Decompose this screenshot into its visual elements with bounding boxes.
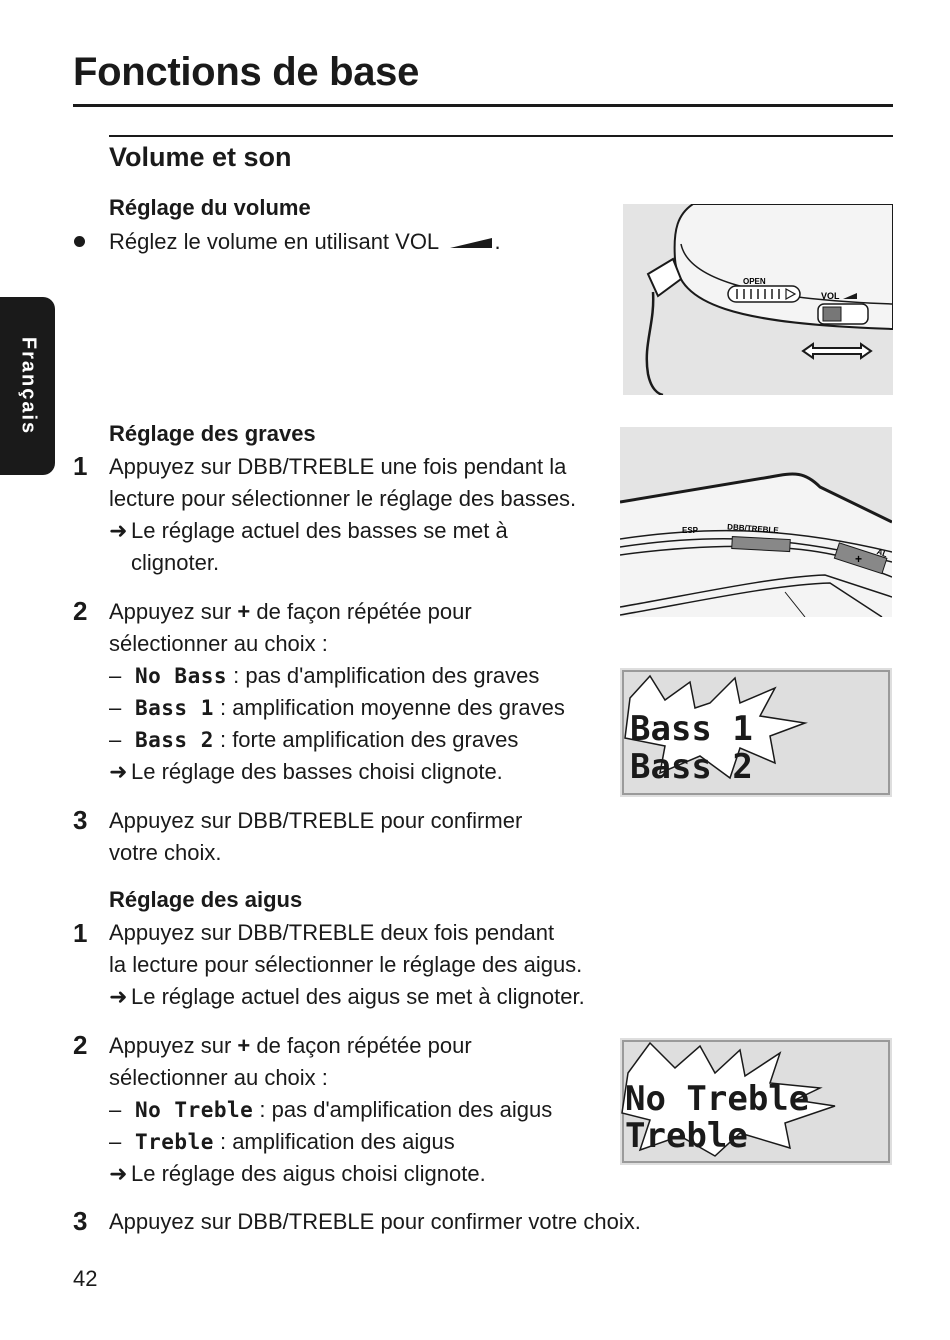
volume-instruction-text: Réglez le volume en utilisant VOL (109, 229, 439, 254)
dash: – (109, 1097, 122, 1122)
section-title: Volume et son (109, 142, 292, 172)
lcd-line1: Bass 1 (630, 709, 753, 749)
bass-step1-result: Le réglage actuel des basses se met à (131, 518, 508, 543)
volume-heading: Réglage du volume (109, 195, 311, 220)
treble-step3-line1: Appuyez sur DBB/TREBLE pour confirmer votre choix. (109, 1209, 641, 1234)
bass-step1-result-cont: clignoter. (131, 550, 220, 575)
open-label: OPEN (743, 277, 766, 286)
bass-step1-text (109, 451, 576, 579)
treble-step2-line2: sélectionner au choix : (109, 1065, 328, 1090)
treble-step1-line1: Appuyez sur DBB/TREBLE deux fois pendant (109, 920, 555, 945)
bass-step1-number: 1 (73, 451, 88, 481)
option-desc: : amplification moyenne des graves (213, 695, 565, 720)
dash: – (109, 727, 122, 752)
bass-step3-line1: Appuyez sur DBB/TREBLE pour confirmer (109, 808, 523, 833)
bass-step1-line1: Appuyez sur DBB/TREBLE une fois pendant la (109, 454, 567, 479)
dbb-button-figure (620, 427, 892, 617)
vol-label: VOL (821, 291, 840, 301)
bass-step3-line2: votre choix. (109, 840, 222, 865)
option-desc: : pas d'amplification des graves (227, 663, 540, 688)
option-desc: : amplification des aigus (213, 1129, 455, 1154)
volume-instruction (109, 226, 501, 258)
treble-step3-text (109, 1206, 641, 1238)
volume-slider-figure (623, 204, 893, 395)
language-tab (0, 297, 55, 475)
dbb-label: DBB/TREBLE (726, 522, 779, 535)
language-tab-label: Français (17, 336, 39, 436)
option-lcd: Bass 1 (135, 696, 214, 720)
treble-step2-number: 2 (73, 1030, 88, 1060)
lcd-line2: Bass 2 (630, 747, 753, 787)
treble-step2-line1b: de façon répétée pour (250, 1033, 472, 1058)
treble-step1-number: 1 (73, 918, 88, 948)
bullet-icon (74, 236, 85, 247)
bass-step3-text (109, 805, 522, 869)
arrow-icon: ➜ (109, 984, 128, 1009)
option-desc: : pas d'amplification des aigus (253, 1097, 553, 1122)
treble-step2-text (109, 1030, 552, 1190)
lcd-line1: No Treble (625, 1079, 810, 1119)
bass-step3-number: 3 (73, 805, 88, 835)
treble-step1-result: Le réglage actuel des aigus se met à clignoter. (131, 984, 585, 1009)
dash: – (109, 1129, 122, 1154)
bass-step2-line1a: Appuyez sur (109, 599, 238, 624)
volume-instruction-end: . (494, 229, 501, 254)
bass-step2-line2: sélectionner au choix : (109, 631, 328, 656)
plus-label: + (855, 552, 863, 566)
bass-step2-result: Le réglage des basses choisi clignote. (131, 759, 503, 784)
plus-key: + (237, 1033, 251, 1058)
dash: – (109, 695, 122, 720)
esp-label: ESP (682, 526, 699, 535)
bass-step1-line2: lecture pour sélectionner le réglage des basses. (109, 486, 577, 511)
volume-wedge-icon (448, 236, 494, 250)
page-number: 42 (73, 1266, 98, 1291)
treble-step1-line2: la lecture pour sélectionner le réglage des aigus. (109, 952, 583, 977)
arrow-icon: ➜ (109, 1161, 128, 1186)
treble-step2-line1a: Appuyez sur (109, 1033, 238, 1058)
dash: – (109, 663, 122, 688)
treble-lcd-figure (620, 1038, 892, 1165)
bass-lcd-figure (620, 668, 892, 797)
lcd-line2: Treble (625, 1116, 748, 1156)
option-lcd: No Treble (135, 1098, 254, 1122)
title-rule (73, 104, 893, 107)
option-lcd: Treble (135, 1130, 214, 1154)
option-lcd: Bass 2 (135, 728, 214, 752)
arrow-icon: ➜ (109, 759, 128, 784)
bass-step2-text (109, 596, 565, 788)
al-label: AL (875, 547, 889, 560)
section-rule (109, 135, 893, 137)
bass-step2-line1b: de façon répétée pour (250, 599, 472, 624)
treble-step1-text (109, 917, 585, 1013)
option-lcd: No Bass (135, 664, 228, 688)
plus-key: + (237, 599, 251, 624)
treble-heading: Réglage des aigus (109, 887, 303, 912)
option-desc: : forte amplification des graves (213, 727, 519, 752)
arrow-icon: ➜ (109, 518, 128, 543)
bass-step2-number: 2 (73, 596, 88, 626)
treble-step2-result: Le réglage des aigus choisi clignote. (131, 1161, 486, 1186)
page-title: Fonctions de base (73, 50, 420, 94)
bass-heading: Réglage des graves (109, 421, 316, 446)
treble-step3-number: 3 (73, 1206, 88, 1236)
